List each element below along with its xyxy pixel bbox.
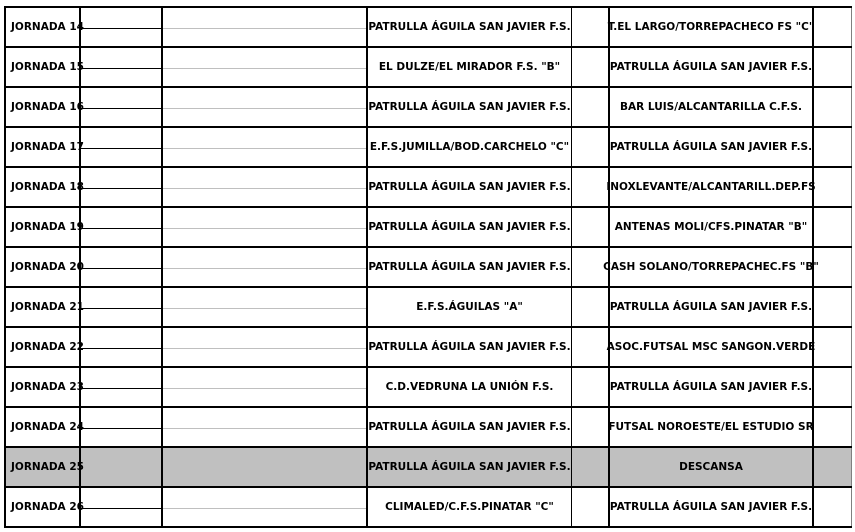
away-team-cell[interactable]: PATRULLA ÁGUILA SAN JAVIER F.S. — [610, 288, 814, 326]
score-cell[interactable] — [81, 248, 163, 286]
jornada-cell[interactable]: JORNADA 23 — [4, 368, 81, 406]
extra-cell[interactable] — [814, 248, 852, 286]
home-team-cell[interactable]: PATRULLA ÁGUILA SAN JAVIER F.S. — [368, 448, 572, 486]
home-team-cell[interactable]: PATRULLA ÁGUILA SAN JAVIER F.S. — [368, 8, 572, 46]
table-row — [4, 126, 852, 166]
jornada-cell[interactable]: JORNADA 18 — [4, 168, 81, 206]
separator-cell[interactable] — [572, 88, 610, 126]
table-row — [4, 406, 852, 446]
separator-cell[interactable] — [572, 368, 610, 406]
score-cell[interactable] — [81, 448, 163, 486]
table-row — [4, 326, 852, 366]
score-cell[interactable] — [81, 288, 163, 326]
table-row — [4, 206, 852, 246]
separator-cell[interactable] — [572, 8, 610, 46]
extra-cell[interactable] — [814, 328, 852, 366]
home-team-cell[interactable]: PATRULLA ÁGUILA SAN JAVIER F.S. — [368, 168, 572, 206]
date-cell[interactable] — [163, 8, 368, 46]
extra-cell[interactable] — [814, 368, 852, 406]
date-cell[interactable] — [163, 448, 368, 486]
extra-cell[interactable] — [814, 168, 852, 206]
table-row — [4, 6, 852, 46]
score-cell[interactable] — [81, 88, 163, 126]
home-team-cell[interactable]: C.D.VEDRUNA LA UNIÓN F.S. — [368, 368, 572, 406]
score-cell[interactable] — [81, 48, 163, 86]
jornada-cell[interactable]: JORNADA 24 — [4, 408, 81, 446]
table-row — [4, 46, 852, 86]
separator-cell[interactable] — [572, 48, 610, 86]
score-cell[interactable] — [81, 8, 163, 46]
away-team-cell[interactable]: INOXLEVANTE/ALCANTARILL.DEP.FS — [610, 168, 814, 206]
home-team-cell[interactable]: PATRULLA ÁGUILA SAN JAVIER F.S. — [368, 248, 572, 286]
home-team-cell[interactable]: PATRULLA ÁGUILA SAN JAVIER F.S. — [368, 88, 572, 126]
home-team-cell[interactable]: E.F.S.JUMILLA/BOD.CARCHELO "C" — [368, 128, 572, 166]
home-team-cell[interactable]: EL DULZE/EL MIRADOR F.S. "B" — [368, 48, 572, 86]
extra-cell[interactable] — [814, 208, 852, 246]
separator-cell[interactable] — [572, 408, 610, 446]
date-cell[interactable] — [163, 88, 368, 126]
home-team-cell[interactable]: E.F.S.ÁGUILAS "A" — [368, 288, 572, 326]
table-row — [4, 486, 852, 528]
score-cell[interactable] — [81, 408, 163, 446]
date-cell[interactable] — [163, 248, 368, 286]
extra-cell[interactable] — [814, 8, 852, 46]
separator-cell[interactable] — [572, 208, 610, 246]
jornada-cell[interactable]: JORNADA 26 — [4, 488, 81, 526]
away-team-cell[interactable]: ANTENAS MOLI/CFS.PINATAR "B" — [610, 208, 814, 246]
home-team-cell[interactable]: PATRULLA ÁGUILA SAN JAVIER F.S. — [368, 328, 572, 366]
separator-cell[interactable] — [572, 128, 610, 166]
away-team-cell[interactable]: BAR LUIS/ALCANTARILLA C.F.S. — [610, 88, 814, 126]
jornada-cell[interactable]: JORNADA 14 — [4, 8, 81, 46]
extra-cell[interactable] — [814, 48, 852, 86]
date-cell[interactable] — [163, 208, 368, 246]
away-team-cell[interactable]: PATRULLA ÁGUILA SAN JAVIER F.S. — [610, 128, 814, 166]
home-team-cell[interactable]: PATRULLA ÁGUILA SAN JAVIER F.S. — [368, 208, 572, 246]
score-cell[interactable] — [81, 168, 163, 206]
away-team-cell[interactable]: CASH SOLANO/TORREPACHEC.FS "B" — [610, 248, 814, 286]
separator-cell[interactable] — [572, 328, 610, 366]
date-cell[interactable] — [163, 408, 368, 446]
away-team-cell[interactable]: PATRULLA ÁGUILA SAN JAVIER F.S. — [610, 368, 814, 406]
separator-cell[interactable] — [572, 168, 610, 206]
score-cell[interactable] — [81, 128, 163, 166]
table-row — [4, 366, 852, 406]
separator-cell[interactable] — [572, 448, 610, 486]
date-cell[interactable] — [163, 488, 368, 526]
extra-cell[interactable] — [814, 128, 852, 166]
away-team-cell[interactable]: FUTSAL NOROESTE/EL ESTUDIO SR — [610, 408, 814, 446]
date-cell[interactable] — [163, 48, 368, 86]
date-cell[interactable] — [163, 328, 368, 366]
home-team-cell[interactable]: CLIMALED/C.F.S.PINATAR "C" — [368, 488, 572, 526]
separator-cell[interactable] — [572, 288, 610, 326]
table-row — [4, 286, 852, 326]
date-cell[interactable] — [163, 368, 368, 406]
score-cell[interactable] — [81, 368, 163, 406]
away-team-cell[interactable]: PATRULLA ÁGUILA SAN JAVIER F.S. — [610, 48, 814, 86]
away-team-cell[interactable]: DESCANSA — [610, 448, 814, 486]
extra-cell[interactable] — [814, 408, 852, 446]
jornada-cell[interactable]: JORNADA 21 — [4, 288, 81, 326]
extra-cell[interactable] — [814, 88, 852, 126]
date-cell[interactable] — [163, 128, 368, 166]
jornada-cell[interactable]: JORNADA 19 — [4, 208, 81, 246]
extra-cell[interactable] — [814, 448, 852, 486]
separator-cell[interactable] — [572, 488, 610, 526]
jornada-cell[interactable]: JORNADA 16 — [4, 88, 81, 126]
fixtures-table — [4, 6, 852, 528]
extra-cell[interactable] — [814, 488, 852, 526]
table-row — [4, 246, 852, 286]
jornada-cell[interactable]: JORNADA 20 — [4, 248, 81, 286]
jornada-cell[interactable]: JORNADA 25 — [4, 448, 81, 486]
home-team-cell[interactable]: PATRULLA ÁGUILA SAN JAVIER F.S. — [368, 408, 572, 446]
score-cell[interactable] — [81, 328, 163, 366]
away-team-cell[interactable]: ASOC.FUTSAL MSC SANGON.VERDE — [610, 328, 814, 366]
table-row — [4, 446, 852, 486]
jornada-cell[interactable]: JORNADA 15 — [4, 48, 81, 86]
score-cell[interactable] — [81, 208, 163, 246]
date-cell[interactable] — [163, 168, 368, 206]
table-row — [4, 166, 852, 206]
jornada-cell[interactable]: JORNADA 22 — [4, 328, 81, 366]
jornada-cell[interactable]: JORNADA 17 — [4, 128, 81, 166]
away-team-cell[interactable]: T.EL LARGO/TORREPACHECO FS "C" — [610, 8, 814, 46]
away-team-cell[interactable]: PATRULLA ÁGUILA SAN JAVIER F.S. — [610, 488, 814, 526]
extra-cell[interactable] — [814, 288, 852, 326]
table-row — [4, 86, 852, 126]
score-cell[interactable] — [81, 488, 163, 526]
date-cell[interactable] — [163, 288, 368, 326]
